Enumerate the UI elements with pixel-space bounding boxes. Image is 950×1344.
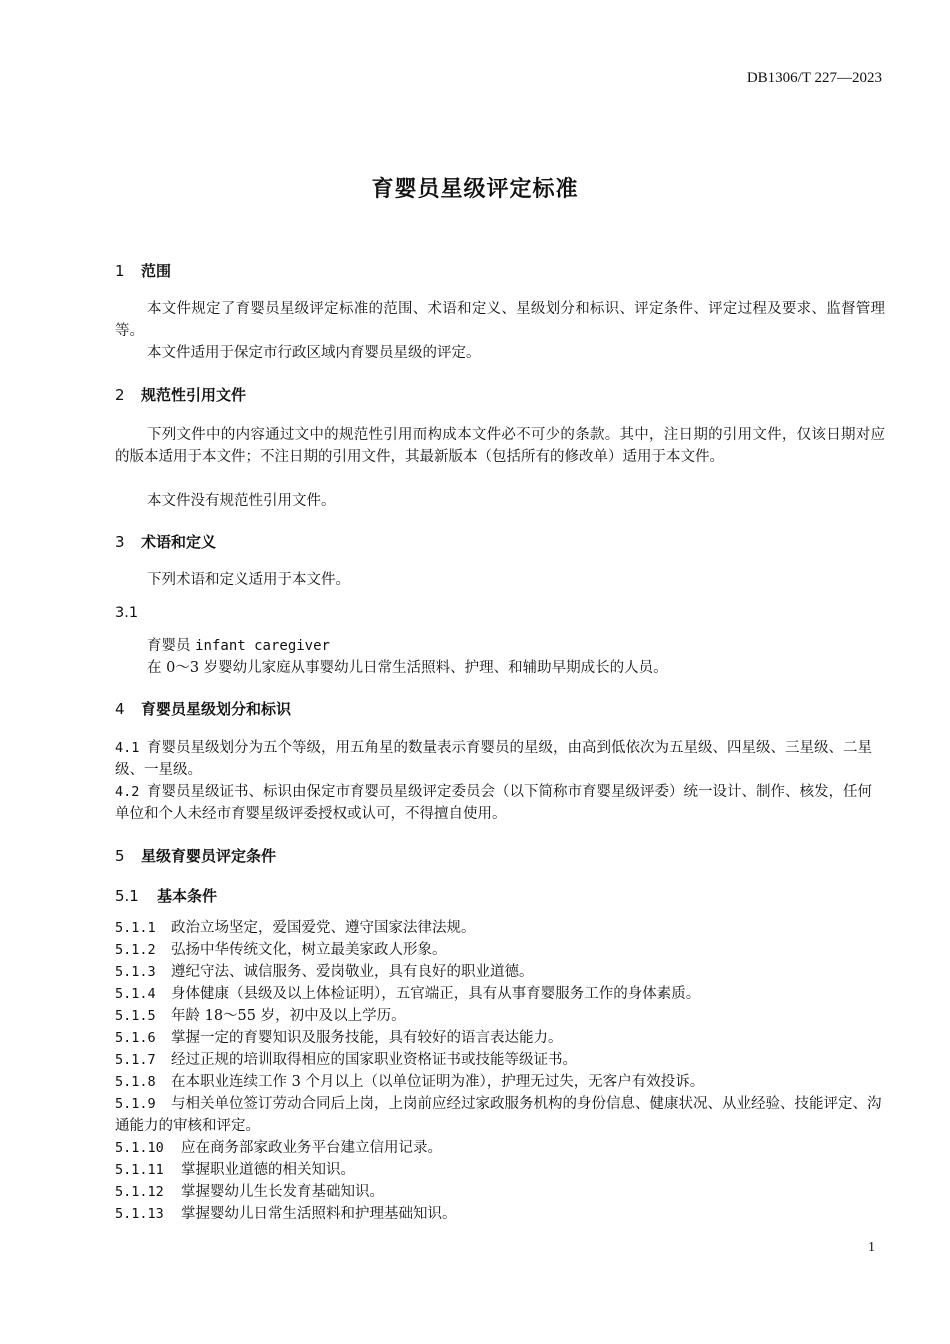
clause-number: 5.1.1 bbox=[115, 920, 156, 936]
clause-5-1-12 bbox=[115, 1181, 885, 1203]
clause-text: 掌握婴幼儿生长发育基础知识。 bbox=[181, 1184, 384, 1200]
paragraph: 本文件没有规范性引用文件。 bbox=[147, 493, 336, 509]
page-number: 1 bbox=[868, 1240, 875, 1255]
term-number: 3.1 bbox=[115, 605, 139, 621]
document-title: 育婴员星级评定标准 bbox=[371, 177, 579, 202]
clause-number: 4.1 bbox=[115, 740, 140, 756]
section-1-heading bbox=[115, 260, 171, 281]
section-number: 5 bbox=[115, 847, 125, 865]
section-5-heading bbox=[115, 845, 276, 866]
clause-5-1-9 bbox=[115, 1093, 885, 1137]
section-4-heading bbox=[115, 698, 291, 719]
clause-text: 遵纪守法、诚信服务、爱岗敬业，具有良好的职业道德。 bbox=[171, 964, 534, 980]
clause-number: 5.1.13 bbox=[115, 1206, 164, 1222]
clause-text: 与相关单位签订劳动合同后上岗，上岗前应经过家政服务机构的身份信息、健康状况、从业经验、技能评定、沟通能力的审核和评定。 bbox=[115, 1096, 882, 1134]
section-title: 育婴员星级划分和标识 bbox=[141, 700, 292, 718]
paragraph: 下列文件中的内容通过文中的规范性引用而构成本文件必不可少的条款。其中，注日期的引用文件，仅该日期对应的版本适用于本文件；不注日期的引用文件，其最新版本（包括所有的修改单）适用于本文件。 bbox=[115, 427, 885, 465]
paragraph: 本文件适用于保定市行政区域内育婴员星级的评定。 bbox=[147, 345, 481, 361]
section-title: 术语和定义 bbox=[141, 533, 217, 551]
clause-number: 5.1.5 bbox=[115, 1008, 156, 1024]
clause-text: 身体健康（县级及以上体检证明），五官端正，具有从事育婴服务工作的身体素质。 bbox=[171, 986, 701, 1002]
clause-text: 掌握婴幼儿日常生活照料和护理基础知识。 bbox=[181, 1206, 457, 1222]
section-title: 范围 bbox=[141, 262, 172, 280]
clause-number: 5.1.10 bbox=[115, 1140, 164, 1156]
clause-text: 经过正规的培训取得相应的国家职业资格证书或技能等级证书。 bbox=[171, 1052, 577, 1068]
subsection-title: 基本条件 bbox=[157, 887, 218, 905]
standard-number: DB1306/T 227—2023 bbox=[746, 70, 882, 86]
clause-5-1-3 bbox=[115, 961, 885, 983]
section-number: 1 bbox=[115, 262, 125, 280]
clause-number: 4.2 bbox=[115, 784, 140, 800]
clause-text: 掌握一定的育婴知识及服务技能，具有较好的语言表达能力。 bbox=[171, 1030, 563, 1046]
term-chinese: 育婴员 bbox=[147, 638, 191, 654]
clause-5-1-1 bbox=[115, 917, 885, 939]
clause-number: 5.1.9 bbox=[115, 1096, 156, 1112]
clause-number: 5.1.7 bbox=[115, 1052, 156, 1068]
term-definition: 在 0～3 岁婴幼儿家庭从事婴幼儿日常生活照料、护理、和辅助早期成长的人员。 bbox=[147, 660, 668, 676]
clause bbox=[115, 737, 885, 781]
term-english: infant caregiver bbox=[195, 638, 330, 654]
clause-number: 5.1.12 bbox=[115, 1184, 164, 1200]
clause-text: 政治立场坚定，爱国爱党、遵守国家法律法规。 bbox=[171, 920, 476, 936]
section-number: 3 bbox=[115, 533, 125, 551]
clause-5-1-10 bbox=[115, 1137, 885, 1159]
clause-number: 5.1.3 bbox=[115, 964, 156, 980]
subsection-5-1-heading bbox=[115, 885, 217, 906]
term-entry bbox=[147, 635, 330, 657]
clause-number: 5.1.2 bbox=[115, 942, 156, 958]
clause-text: 在本职业连续工作 3 个月以上（以单位证明为准），护理无过失，无客户有效投诉。 bbox=[171, 1074, 705, 1090]
clause-text: 掌握职业道德的相关知识。 bbox=[181, 1162, 355, 1178]
clause-5-1-4 bbox=[115, 983, 885, 1005]
clause-text: 应在商务部家政业务平台建立信用记录。 bbox=[181, 1140, 442, 1156]
clause-text: 育婴员星级划分为五个等级，用五角星的数量表示育婴员的星级，由高到低依次为五星级、四星级、三星级、二星级、一星级。 bbox=[115, 740, 872, 778]
clause-number: 5.1.6 bbox=[115, 1030, 156, 1046]
clause-number: 5.1.11 bbox=[115, 1162, 164, 1178]
section-3-heading bbox=[115, 531, 216, 552]
section-number: 4 bbox=[115, 700, 125, 718]
clause bbox=[115, 781, 885, 825]
section-number: 2 bbox=[115, 386, 125, 404]
clause-5-1-11 bbox=[115, 1159, 885, 1181]
clause-number: 5.1.8 bbox=[115, 1074, 156, 1090]
paragraph: 本文件规定了育婴员星级评定标准的范围、术语和定义、星级划分和标识、评定条件、评定过程及要求、监督管理等。 bbox=[115, 301, 885, 339]
clause-5-1-7 bbox=[115, 1049, 885, 1071]
clause-5-1-8 bbox=[115, 1071, 885, 1093]
clause-5-1-13 bbox=[115, 1203, 885, 1225]
clause-5-1-5 bbox=[115, 1005, 885, 1027]
clause-text: 弘扬中华传统文化，树立最美家政人形象。 bbox=[171, 942, 447, 958]
subsection-number: 5.1 bbox=[115, 887, 139, 905]
section-2-heading bbox=[115, 384, 246, 405]
clause-5-1-2 bbox=[115, 939, 885, 961]
clause-text: 年龄 18～55 岁，初中及以上学历。 bbox=[171, 1008, 406, 1024]
section-title: 星级育婴员评定条件 bbox=[141, 847, 277, 865]
clause-number: 5.1.4 bbox=[115, 986, 156, 1002]
section-title: 规范性引用文件 bbox=[141, 386, 247, 404]
paragraph: 下列术语和定义适用于本文件。 bbox=[147, 572, 350, 588]
clause-5-1-6 bbox=[115, 1027, 885, 1049]
clause-text: 育婴员星级证书、标识由保定市育婴员星级评定委员会（以下简称市育婴星级评委）统一设计、制作、核发，任何单位和个人未经市育婴星级评委授权或认可，不得擅自使用。 bbox=[115, 784, 872, 822]
